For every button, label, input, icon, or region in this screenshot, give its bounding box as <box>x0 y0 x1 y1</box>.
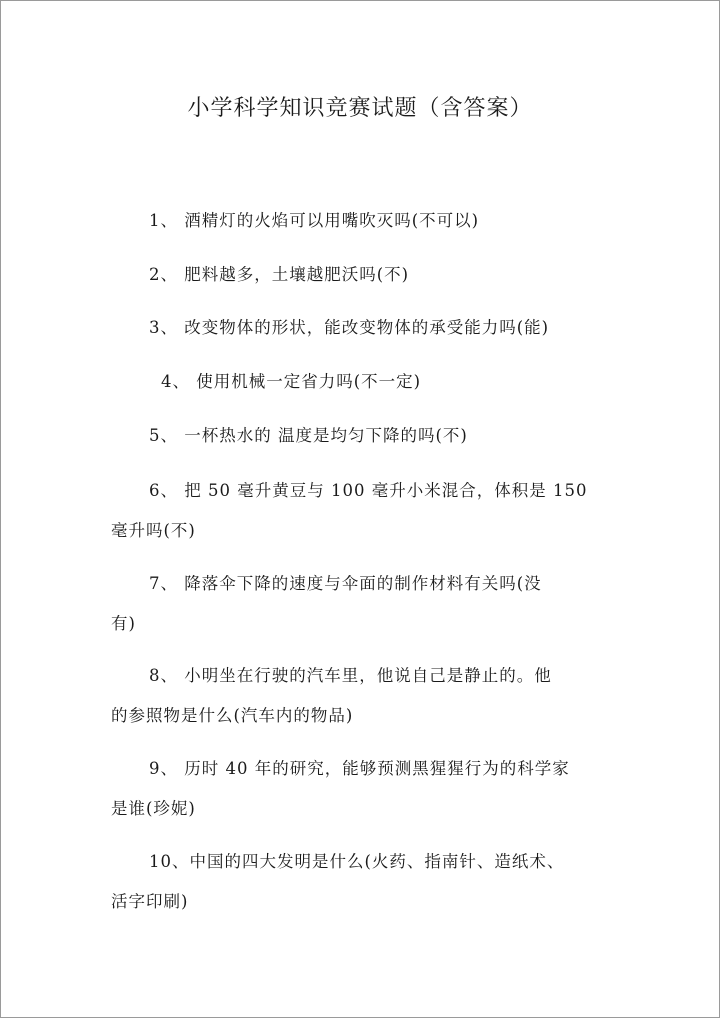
question-text: 8、 小明坐在行驶的汽车里，他说自己是静止的。他 <box>149 666 552 685</box>
question-item <box>111 842 611 922</box>
question-item <box>111 656 611 736</box>
question-text: 7、 降落伞下降的速度与伞面的制作材料有关吗(没 <box>149 574 542 593</box>
question-text: 2、 肥料越多，土壤越肥沃吗(不) <box>149 265 410 284</box>
question-text-continued: 是谁(珍妮) <box>111 799 196 818</box>
question-item <box>111 471 611 551</box>
question-item <box>111 749 611 829</box>
question-text: 3、 改变物体的形状，能改变物体的承受能力吗(能) <box>149 318 550 337</box>
question-text-continued: 毫升吗(不) <box>111 521 196 540</box>
question-item <box>111 201 611 241</box>
question-item <box>111 308 611 348</box>
question-text-continued: 活字印刷) <box>111 892 189 911</box>
question-text: 6、 把 50 毫升黄豆与 100 毫升小米混合，体积是 150 <box>149 481 588 500</box>
question-text-continued: 有) <box>111 614 136 633</box>
question-text: 1、 酒精灯的火焰可以用嘴吹灭吗(不可以) <box>149 211 480 230</box>
question-item <box>111 564 611 644</box>
question-item <box>111 255 611 295</box>
question-text: 10、中国的四大发明是什么(火药、指南针、造纸术、 <box>149 852 565 871</box>
question-text-continued: 的参照物是什么(汽车内的物品) <box>111 706 354 725</box>
question-item <box>111 362 611 402</box>
document-title: 小学科学知识竞赛试题（含答案） <box>187 96 533 121</box>
question-text: 4、 使用机械一定省力吗(不一定) <box>161 372 422 391</box>
question-text: 5、 一杯热水的 温度是均匀下降的吗(不) <box>149 426 468 445</box>
question-text: 9、 历时 40 年的研究，能够预测黑猩猩行为的科学家 <box>149 759 570 778</box>
question-item <box>111 416 611 456</box>
